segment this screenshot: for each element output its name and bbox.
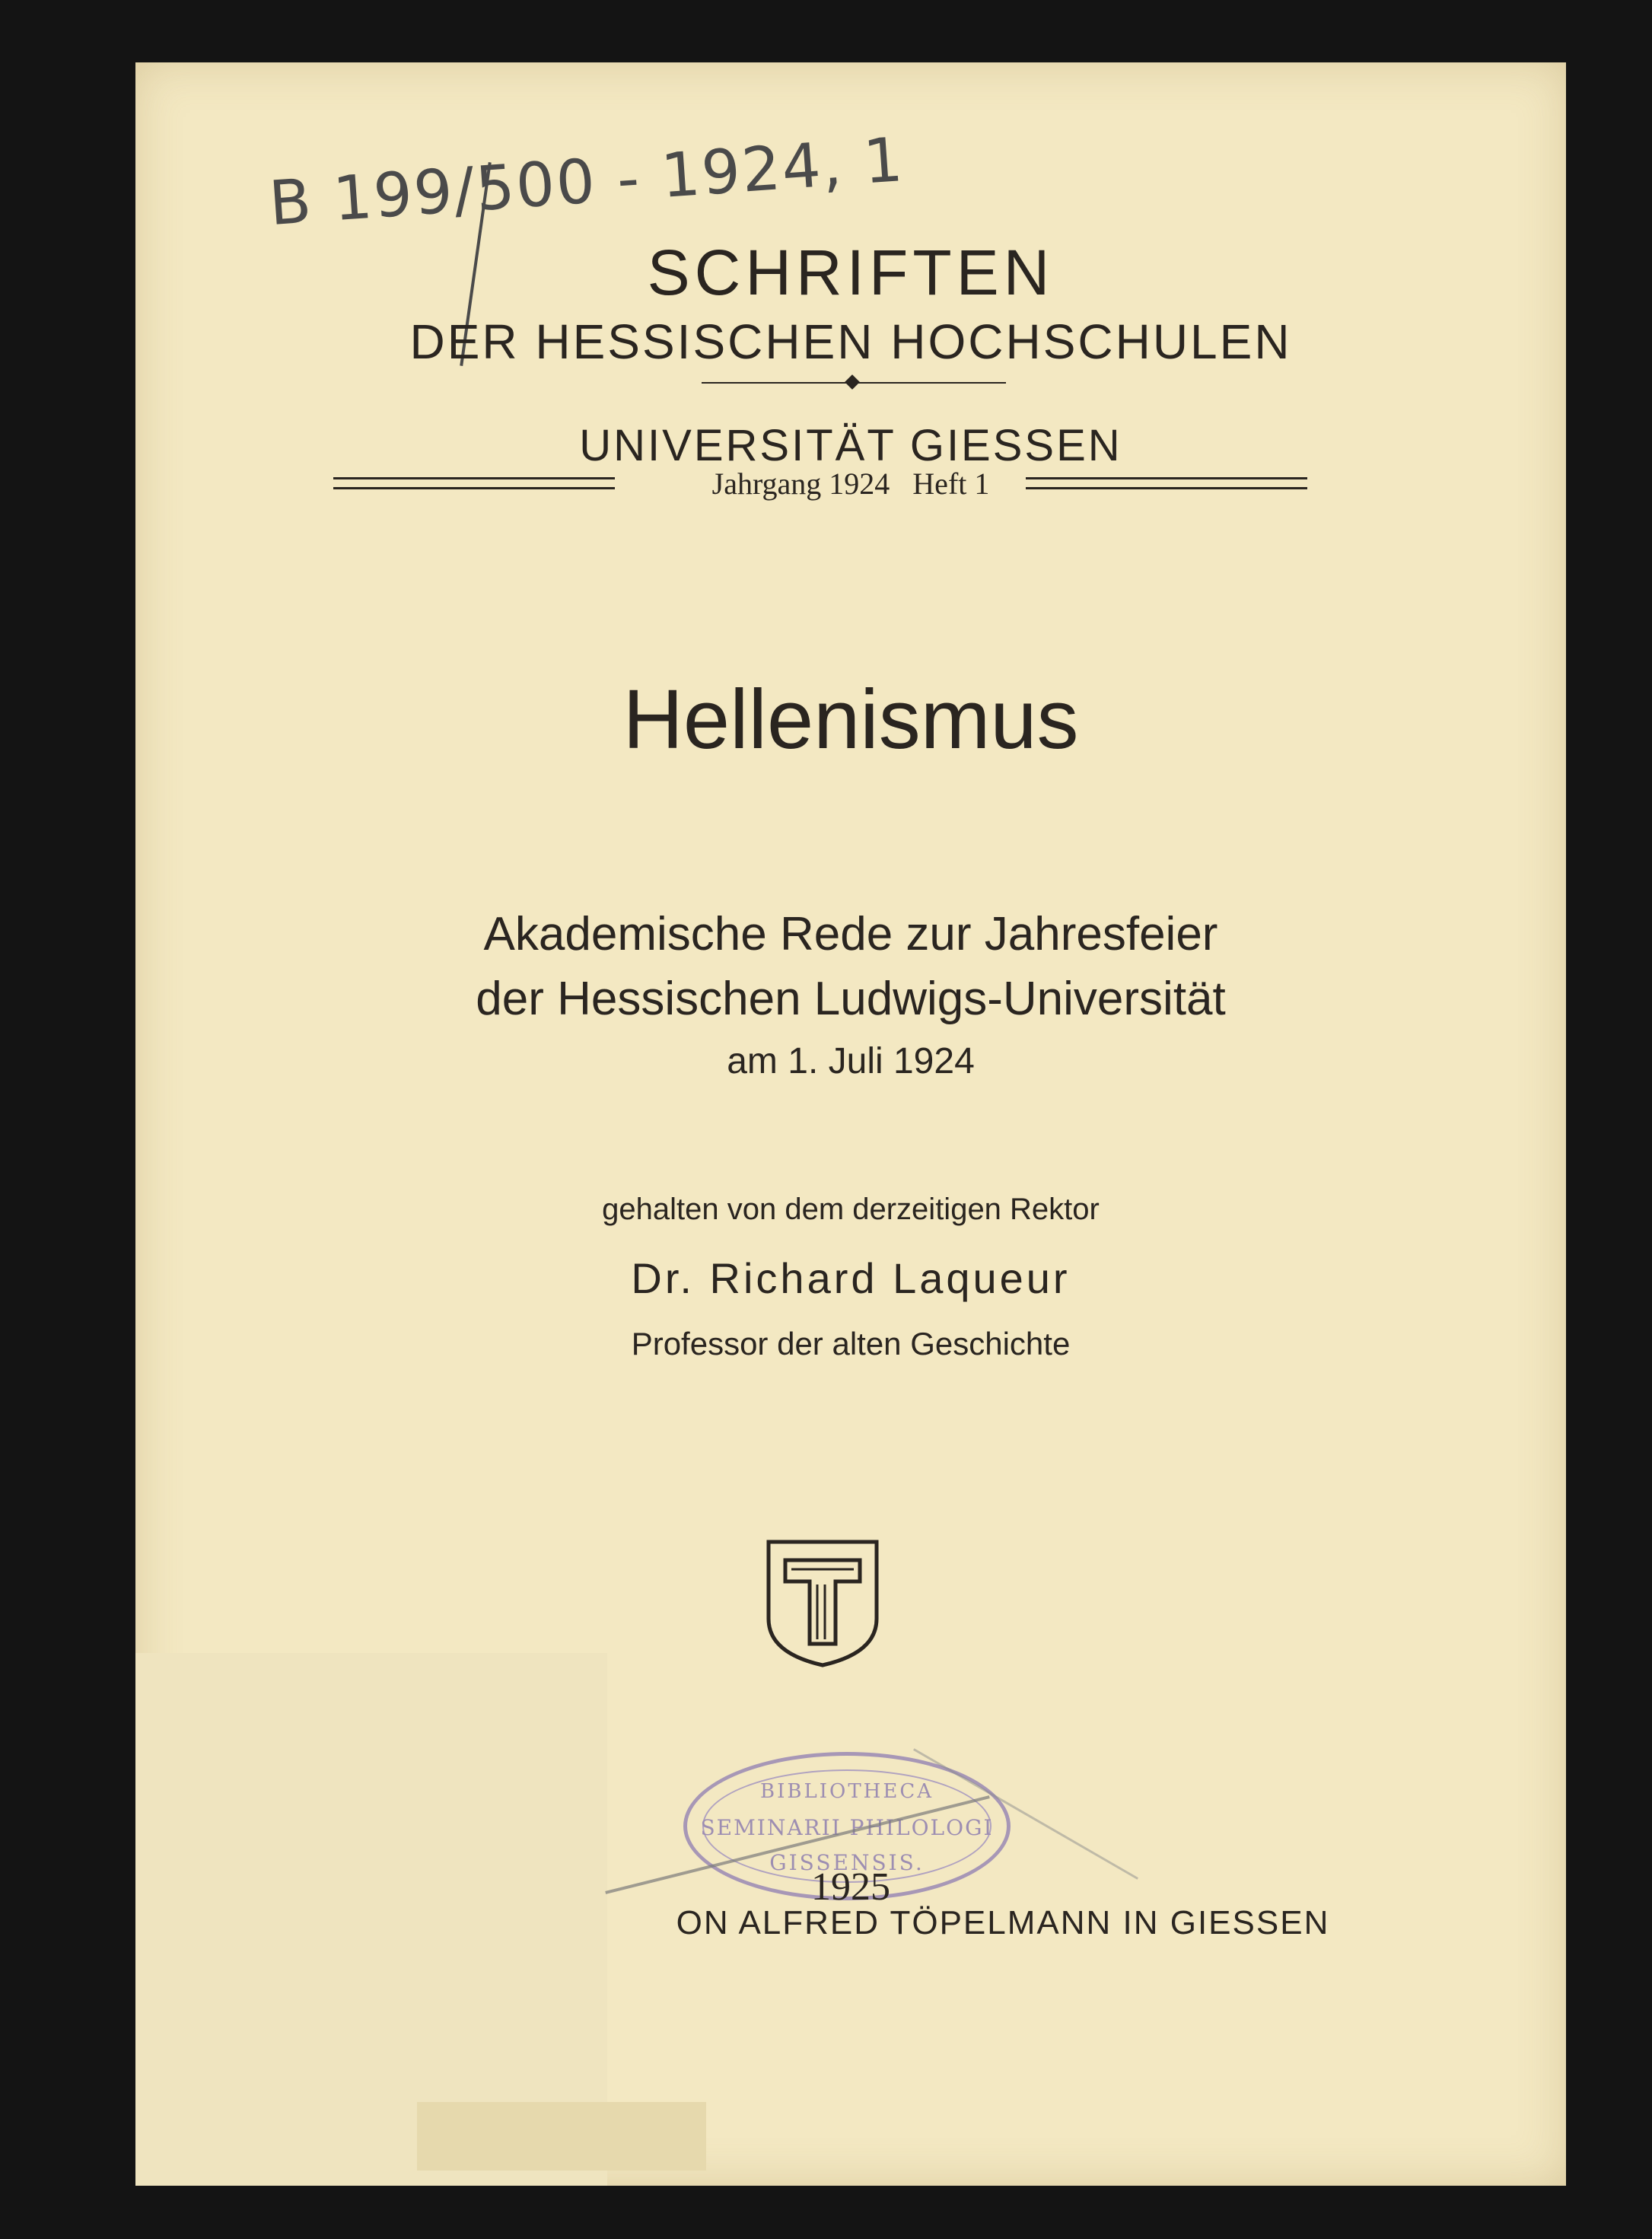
publication-year: 1925 bbox=[811, 1865, 890, 1909]
university-name: UNIVERSITÄT GIESSEN bbox=[579, 421, 1122, 470]
given-by-line: gehalten von dem derzeitigen Rektor bbox=[602, 1193, 1100, 1226]
title-page bbox=[135, 62, 1566, 2186]
publisher-line: ON ALFRED TÖPELMANN IN GIESSEN bbox=[676, 1904, 1330, 1941]
double-rule-right bbox=[1026, 477, 1307, 489]
tape-patch bbox=[417, 2102, 706, 2171]
main-title: Hellenismus bbox=[622, 673, 1079, 766]
subtitle-line-2: der Hessischen Ludwigs-Universität bbox=[476, 973, 1226, 1025]
stamp-line-1: BIBLIOTHECA bbox=[760, 1780, 934, 1803]
stamp-line-2: SEMINARII PHILOLOGI bbox=[700, 1815, 994, 1840]
author-role: Professor der alten Geschichte bbox=[631, 1326, 1071, 1362]
subtitle-line-3: am 1. Juli 1924 bbox=[727, 1041, 975, 1081]
series-subtitle: DER HESSISCHEN HOCHSCHULEN bbox=[409, 314, 1292, 369]
series-title: SCHRIFTEN bbox=[647, 237, 1055, 308]
subtitle-line-1: Akademische Rede zur Jahresfeier bbox=[483, 908, 1218, 960]
stamp-line-3: GISSENSIS. bbox=[769, 1850, 925, 1875]
author-name: Dr. Richard Laqueur bbox=[631, 1254, 1071, 1302]
issue-line: Jahrgang 1924 Heft 1 bbox=[711, 467, 990, 501]
t-shield-icon bbox=[764, 1539, 881, 1668]
handwritten-shelf-mark: B 199/500 - 1924, 1 bbox=[266, 123, 906, 240]
diamond-ornament-icon bbox=[845, 374, 860, 390]
